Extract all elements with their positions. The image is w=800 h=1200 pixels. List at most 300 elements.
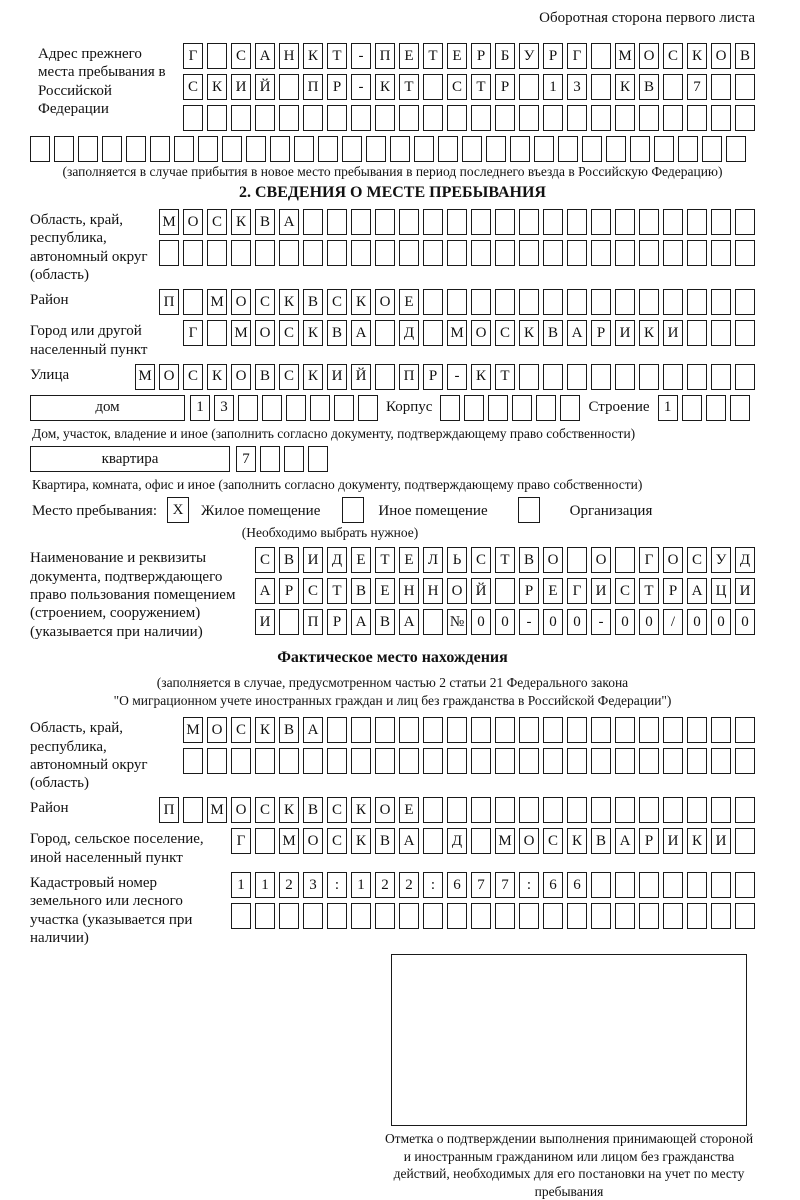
char-cell[interactable]: К	[231, 209, 251, 235]
char-cell[interactable]	[639, 364, 659, 390]
char-cell[interactable]	[183, 748, 203, 774]
char-cell[interactable]	[567, 240, 587, 266]
char-cell[interactable]	[423, 240, 443, 266]
char-cell[interactable]	[663, 289, 683, 315]
char-cell[interactable]	[126, 136, 146, 162]
char-cell[interactable]	[423, 903, 443, 929]
char-cell[interactable]	[495, 748, 515, 774]
char-cell[interactable]: Р	[591, 320, 611, 346]
char-cell[interactable]	[591, 43, 611, 69]
char-cell[interactable]: М	[279, 828, 299, 854]
char-cell[interactable]: Г	[567, 578, 587, 604]
char-cell[interactable]: К	[567, 828, 587, 854]
char-cell[interactable]: С	[207, 209, 227, 235]
char-cell[interactable]: В	[327, 320, 347, 346]
char-cell[interactable]	[495, 717, 515, 743]
char-cell[interactable]: Д	[399, 320, 419, 346]
char-cell[interactable]	[687, 872, 707, 898]
char-cell[interactable]	[639, 105, 659, 131]
char-cell[interactable]	[318, 136, 338, 162]
char-cell[interactable]	[375, 717, 395, 743]
char-cell[interactable]	[471, 748, 491, 774]
char-cell[interactable]: Й	[255, 74, 275, 100]
org-checkbox[interactable]	[518, 497, 540, 523]
char-cell[interactable]: О	[543, 547, 563, 573]
char-cell[interactable]	[366, 136, 386, 162]
char-cell[interactable]: 3	[303, 872, 323, 898]
char-cell[interactable]	[303, 748, 323, 774]
char-cell[interactable]: П	[399, 364, 419, 390]
char-cell[interactable]	[711, 717, 731, 743]
char-cell[interactable]	[471, 209, 491, 235]
char-cell[interactable]: Т	[423, 43, 443, 69]
char-cell[interactable]	[327, 240, 347, 266]
char-cell[interactable]	[375, 364, 395, 390]
char-cell[interactable]: Р	[543, 43, 563, 69]
char-cell[interactable]: М	[615, 43, 635, 69]
char-cell[interactable]	[591, 903, 611, 929]
char-cell[interactable]: Р	[327, 74, 347, 100]
char-cell[interactable]: А	[303, 717, 323, 743]
char-cell[interactable]	[735, 364, 755, 390]
char-cell[interactable]	[591, 872, 611, 898]
char-cell[interactable]	[606, 136, 626, 162]
char-cell[interactable]: Л	[423, 547, 443, 573]
char-cell[interactable]	[591, 74, 611, 100]
char-cell[interactable]: Р	[639, 828, 659, 854]
char-cell[interactable]	[519, 797, 539, 823]
char-cell[interactable]: Т	[471, 74, 491, 100]
char-cell[interactable]: О	[591, 547, 611, 573]
char-cell[interactable]: С	[303, 578, 323, 604]
char-cell[interactable]	[663, 240, 683, 266]
char-cell[interactable]	[447, 797, 467, 823]
char-cell[interactable]: :	[519, 872, 539, 898]
char-cell[interactable]	[519, 748, 539, 774]
char-cell[interactable]	[543, 717, 563, 743]
char-cell[interactable]	[495, 797, 515, 823]
char-cell[interactable]: У	[519, 43, 539, 69]
char-cell[interactable]	[303, 903, 323, 929]
char-cell[interactable]	[519, 364, 539, 390]
char-cell[interactable]: Р	[495, 74, 515, 100]
char-cell[interactable]	[351, 209, 371, 235]
char-cell[interactable]: Й	[471, 578, 491, 604]
char-cell[interactable]	[447, 748, 467, 774]
char-cell[interactable]	[471, 797, 491, 823]
char-cell[interactable]: №	[447, 609, 467, 635]
char-cell[interactable]	[519, 289, 539, 315]
char-cell[interactable]	[255, 828, 275, 854]
char-cell[interactable]: 2	[399, 872, 419, 898]
char-cell[interactable]: О	[231, 289, 251, 315]
char-cell[interactable]: А	[351, 609, 371, 635]
char-cell[interactable]: В	[375, 609, 395, 635]
char-cell[interactable]	[567, 105, 587, 131]
char-cell[interactable]	[308, 446, 328, 472]
char-cell[interactable]: В	[279, 717, 299, 743]
zhiloe-checkbox[interactable]: X	[167, 497, 189, 523]
char-cell[interactable]: О	[255, 320, 275, 346]
char-cell[interactable]: С	[279, 364, 299, 390]
char-cell[interactable]	[534, 136, 554, 162]
char-cell[interactable]: С	[279, 320, 299, 346]
char-cell[interactable]: Г	[567, 43, 587, 69]
char-cell[interactable]: И	[663, 828, 683, 854]
char-cell[interactable]: 6	[567, 872, 587, 898]
char-cell[interactable]: В	[519, 547, 539, 573]
char-cell[interactable]	[687, 903, 707, 929]
char-cell[interactable]: С	[231, 717, 251, 743]
char-cell[interactable]	[423, 748, 443, 774]
char-cell[interactable]	[654, 136, 674, 162]
char-cell[interactable]	[327, 209, 347, 235]
char-cell[interactable]	[519, 240, 539, 266]
char-cell[interactable]	[471, 903, 491, 929]
char-cell[interactable]: О	[639, 43, 659, 69]
char-cell[interactable]: 0	[711, 609, 731, 635]
char-cell[interactable]: К	[687, 828, 707, 854]
char-cell[interactable]	[495, 903, 515, 929]
char-cell[interactable]	[207, 105, 227, 131]
char-cell[interactable]	[159, 240, 179, 266]
char-cell[interactable]	[351, 903, 371, 929]
char-cell[interactable]: 2	[279, 872, 299, 898]
char-cell[interactable]: П	[303, 74, 323, 100]
char-cell[interactable]	[512, 395, 532, 421]
char-cell[interactable]: С	[327, 797, 347, 823]
char-cell[interactable]: О	[711, 43, 731, 69]
char-cell[interactable]	[735, 289, 755, 315]
char-cell[interactable]	[711, 797, 731, 823]
char-cell[interactable]	[543, 289, 563, 315]
char-cell[interactable]: К	[615, 74, 635, 100]
char-cell[interactable]	[207, 320, 227, 346]
char-cell[interactable]	[730, 395, 750, 421]
char-cell[interactable]	[567, 797, 587, 823]
char-cell[interactable]	[735, 797, 755, 823]
char-cell[interactable]: О	[159, 364, 179, 390]
char-cell[interactable]	[519, 209, 539, 235]
char-cell[interactable]	[423, 828, 443, 854]
char-cell[interactable]	[567, 364, 587, 390]
char-cell[interactable]	[279, 748, 299, 774]
char-cell[interactable]: Е	[375, 578, 395, 604]
char-cell[interactable]: С	[255, 289, 275, 315]
char-cell[interactable]: Д	[735, 547, 755, 573]
char-cell[interactable]	[615, 872, 635, 898]
char-cell[interactable]: В	[543, 320, 563, 346]
char-cell[interactable]	[260, 446, 280, 472]
char-cell[interactable]	[682, 395, 702, 421]
char-cell[interactable]	[183, 240, 203, 266]
char-cell[interactable]: Е	[447, 43, 467, 69]
char-cell[interactable]	[519, 74, 539, 100]
char-cell[interactable]	[399, 748, 419, 774]
char-cell[interactable]	[735, 872, 755, 898]
char-cell[interactable]	[663, 872, 683, 898]
char-cell[interactable]	[591, 364, 611, 390]
char-cell[interactable]	[399, 903, 419, 929]
char-cell[interactable]: 7	[495, 872, 515, 898]
char-cell[interactable]	[495, 209, 515, 235]
char-cell[interactable]	[78, 136, 98, 162]
char-cell[interactable]: О	[375, 797, 395, 823]
char-cell[interactable]	[30, 136, 50, 162]
char-cell[interactable]	[567, 903, 587, 929]
char-cell[interactable]: 6	[543, 872, 563, 898]
char-cell[interactable]	[327, 105, 347, 131]
char-cell[interactable]	[711, 872, 731, 898]
char-cell[interactable]	[735, 320, 755, 346]
char-cell[interactable]	[231, 240, 251, 266]
char-cell[interactable]	[560, 395, 580, 421]
char-cell[interactable]	[663, 364, 683, 390]
char-cell[interactable]: К	[207, 364, 227, 390]
char-cell[interactable]: К	[471, 364, 491, 390]
char-cell[interactable]: К	[351, 797, 371, 823]
char-cell[interactable]	[284, 446, 304, 472]
char-cell[interactable]	[375, 209, 395, 235]
char-cell[interactable]	[687, 240, 707, 266]
char-cell[interactable]	[438, 136, 458, 162]
char-cell[interactable]	[735, 903, 755, 929]
char-cell[interactable]	[630, 136, 650, 162]
char-cell[interactable]	[294, 136, 314, 162]
char-cell[interactable]	[423, 74, 443, 100]
char-cell[interactable]	[440, 395, 460, 421]
char-cell[interactable]: К	[351, 289, 371, 315]
char-cell[interactable]	[706, 395, 726, 421]
char-cell[interactable]	[447, 289, 467, 315]
char-cell[interactable]	[495, 289, 515, 315]
char-cell[interactable]	[543, 364, 563, 390]
char-cell[interactable]: 0	[687, 609, 707, 635]
char-cell[interactable]: С	[471, 547, 491, 573]
char-cell[interactable]: С	[327, 828, 347, 854]
char-cell[interactable]: П	[159, 797, 179, 823]
char-cell[interactable]	[519, 717, 539, 743]
char-cell[interactable]	[735, 209, 755, 235]
char-cell[interactable]: Д	[447, 828, 467, 854]
char-cell[interactable]: К	[255, 717, 275, 743]
char-cell[interactable]: 1	[543, 74, 563, 100]
char-cell[interactable]: /	[663, 609, 683, 635]
char-cell[interactable]: 3	[214, 395, 234, 421]
char-cell[interactable]	[375, 240, 395, 266]
char-cell[interactable]: Е	[399, 43, 419, 69]
char-cell[interactable]	[102, 136, 122, 162]
char-cell[interactable]	[735, 748, 755, 774]
char-cell[interactable]	[615, 209, 635, 235]
char-cell[interactable]	[558, 136, 578, 162]
char-cell[interactable]	[711, 320, 731, 346]
char-cell[interactable]	[591, 240, 611, 266]
char-cell[interactable]: Е	[351, 547, 371, 573]
char-cell[interactable]	[687, 797, 707, 823]
char-cell[interactable]: Г	[231, 828, 251, 854]
char-cell[interactable]	[711, 105, 731, 131]
char-cell[interactable]: К	[303, 43, 323, 69]
char-cell[interactable]	[591, 748, 611, 774]
char-cell[interactable]	[279, 240, 299, 266]
char-cell[interactable]	[615, 748, 635, 774]
char-cell[interactable]	[543, 105, 563, 131]
char-cell[interactable]	[615, 240, 635, 266]
char-cell[interactable]	[639, 748, 659, 774]
char-cell[interactable]: Т	[495, 364, 515, 390]
char-cell[interactable]: 1	[255, 872, 275, 898]
char-cell[interactable]: 2	[375, 872, 395, 898]
char-cell[interactable]	[567, 289, 587, 315]
char-cell[interactable]: С	[615, 578, 635, 604]
char-cell[interactable]: С	[543, 828, 563, 854]
char-cell[interactable]	[262, 395, 282, 421]
char-cell[interactable]	[615, 547, 635, 573]
char-cell[interactable]: И	[255, 609, 275, 635]
char-cell[interactable]: В	[591, 828, 611, 854]
char-cell[interactable]: Р	[327, 609, 347, 635]
char-cell[interactable]	[399, 717, 419, 743]
char-cell[interactable]	[543, 797, 563, 823]
char-cell[interactable]: К	[351, 828, 371, 854]
char-cell[interactable]	[238, 395, 258, 421]
char-cell[interactable]: М	[207, 289, 227, 315]
char-cell[interactable]: Т	[639, 578, 659, 604]
char-cell[interactable]	[639, 209, 659, 235]
char-cell[interactable]: К	[639, 320, 659, 346]
char-cell[interactable]	[279, 74, 299, 100]
char-cell[interactable]	[519, 903, 539, 929]
char-cell[interactable]: Ц	[711, 578, 731, 604]
char-cell[interactable]: А	[351, 320, 371, 346]
char-cell[interactable]	[447, 717, 467, 743]
char-cell[interactable]	[414, 136, 434, 162]
char-cell[interactable]	[399, 105, 419, 131]
char-cell[interactable]: И	[303, 547, 323, 573]
char-cell[interactable]	[687, 364, 707, 390]
char-cell[interactable]	[486, 136, 506, 162]
char-cell[interactable]: С	[495, 320, 515, 346]
char-cell[interactable]: О	[231, 797, 251, 823]
char-cell[interactable]	[198, 136, 218, 162]
char-cell[interactable]: В	[375, 828, 395, 854]
char-cell[interactable]	[735, 717, 755, 743]
char-cell[interactable]	[399, 240, 419, 266]
char-cell[interactable]: 3	[567, 74, 587, 100]
char-cell[interactable]: Е	[399, 289, 419, 315]
char-cell[interactable]	[639, 872, 659, 898]
char-cell[interactable]: М	[207, 797, 227, 823]
char-cell[interactable]: 7	[471, 872, 491, 898]
char-cell[interactable]	[591, 797, 611, 823]
char-cell[interactable]: М	[231, 320, 251, 346]
char-cell[interactable]: И	[663, 320, 683, 346]
char-cell[interactable]	[711, 289, 731, 315]
char-cell[interactable]	[279, 609, 299, 635]
char-cell[interactable]	[183, 289, 203, 315]
char-cell[interactable]: С	[327, 289, 347, 315]
char-cell[interactable]	[687, 209, 707, 235]
char-cell[interactable]: -	[519, 609, 539, 635]
char-cell[interactable]	[711, 240, 731, 266]
char-cell[interactable]: 1	[231, 872, 251, 898]
char-cell[interactable]: 7	[236, 446, 256, 472]
char-cell[interactable]: О	[375, 289, 395, 315]
char-cell[interactable]	[471, 240, 491, 266]
char-cell[interactable]: В	[303, 289, 323, 315]
char-cell[interactable]	[351, 105, 371, 131]
char-cell[interactable]	[447, 105, 467, 131]
char-cell[interactable]: О	[183, 209, 203, 235]
char-cell[interactable]	[735, 74, 755, 100]
char-cell[interactable]	[663, 903, 683, 929]
char-cell[interactable]	[342, 136, 362, 162]
char-cell[interactable]	[447, 240, 467, 266]
char-cell[interactable]	[663, 105, 683, 131]
char-cell[interactable]: В	[639, 74, 659, 100]
char-cell[interactable]	[303, 240, 323, 266]
char-cell[interactable]: 1	[351, 872, 371, 898]
char-cell[interactable]: О	[207, 717, 227, 743]
char-cell[interactable]	[255, 105, 275, 131]
char-cell[interactable]: Т	[495, 547, 515, 573]
char-cell[interactable]: 0	[639, 609, 659, 635]
char-cell[interactable]: 1	[190, 395, 210, 421]
char-cell[interactable]	[423, 289, 443, 315]
char-cell[interactable]: А	[255, 43, 275, 69]
char-cell[interactable]: Н	[423, 578, 443, 604]
char-cell[interactable]	[423, 209, 443, 235]
char-cell[interactable]	[327, 903, 347, 929]
char-cell[interactable]	[375, 903, 395, 929]
char-cell[interactable]	[663, 74, 683, 100]
char-cell[interactable]: М	[135, 364, 155, 390]
char-cell[interactable]: Г	[183, 320, 203, 346]
char-cell[interactable]: Ь	[447, 547, 467, 573]
char-cell[interactable]	[222, 136, 242, 162]
char-cell[interactable]	[735, 240, 755, 266]
char-cell[interactable]: И	[591, 578, 611, 604]
char-cell[interactable]	[567, 748, 587, 774]
char-cell[interactable]	[471, 717, 491, 743]
char-cell[interactable]	[582, 136, 602, 162]
char-cell[interactable]: А	[255, 578, 275, 604]
char-cell[interactable]	[279, 903, 299, 929]
char-cell[interactable]	[231, 903, 251, 929]
char-cell[interactable]	[678, 136, 698, 162]
char-cell[interactable]	[231, 748, 251, 774]
char-cell[interactable]	[495, 240, 515, 266]
char-cell[interactable]: О	[663, 547, 683, 573]
char-cell[interactable]: И	[615, 320, 635, 346]
char-cell[interactable]: М	[495, 828, 515, 854]
char-cell[interactable]	[464, 395, 484, 421]
char-cell[interactable]: Т	[327, 578, 347, 604]
char-cell[interactable]	[351, 748, 371, 774]
char-cell[interactable]	[351, 717, 371, 743]
char-cell[interactable]	[687, 105, 707, 131]
char-cell[interactable]: Н	[279, 43, 299, 69]
char-cell[interactable]	[255, 748, 275, 774]
char-cell[interactable]: О	[447, 578, 467, 604]
char-cell[interactable]	[423, 797, 443, 823]
char-cell[interactable]: Р	[471, 43, 491, 69]
char-cell[interactable]	[246, 136, 266, 162]
char-cell[interactable]	[390, 136, 410, 162]
char-cell[interactable]: 1	[658, 395, 678, 421]
char-cell[interactable]	[615, 717, 635, 743]
